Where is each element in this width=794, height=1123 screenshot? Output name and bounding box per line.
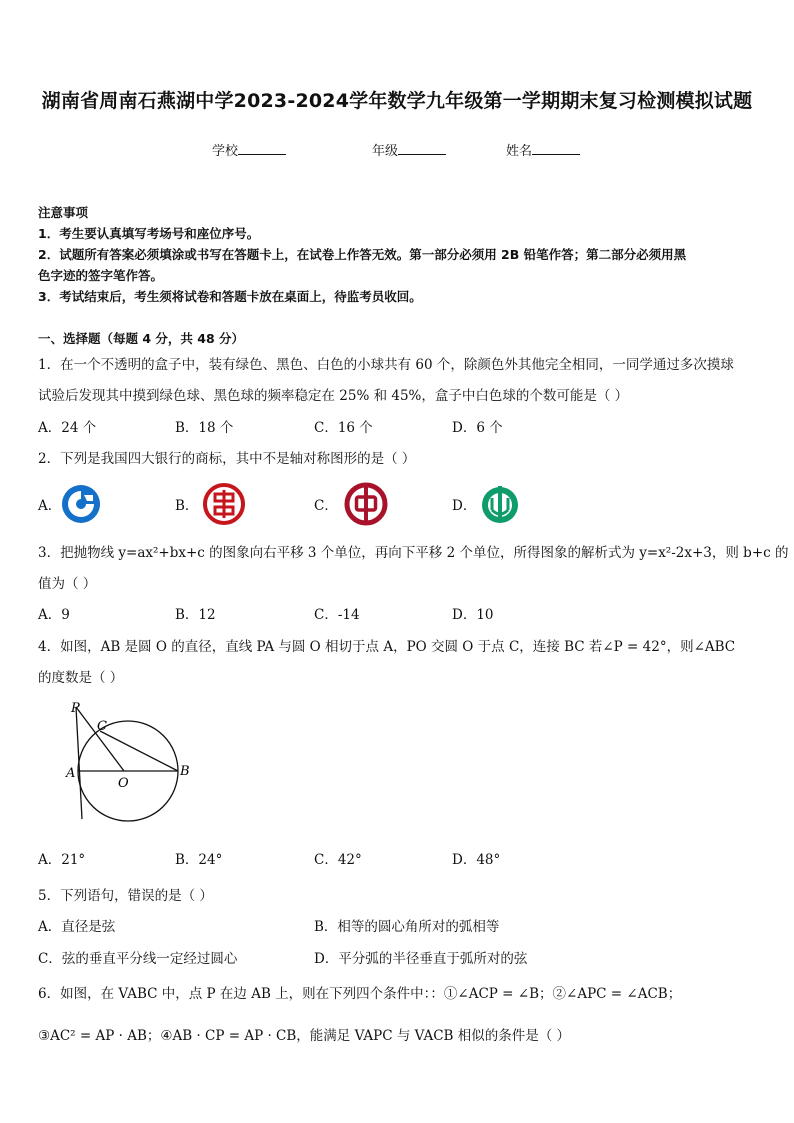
q1-stem-1: 1．在一个不透明的盒子中，装有绿色、黑色、白色的小球共有 60 个，除颜色外其他完全相同，一同学通过多次摸球: [38, 357, 734, 373]
label-c: C: [97, 719, 107, 734]
q1-option-d[interactable]: D．6 个: [452, 420, 503, 436]
q1-option-a[interactable]: A．24 个: [38, 420, 97, 436]
q4-stem-2: 的度数是（ ）: [38, 670, 124, 686]
tangent-pa: [76, 707, 82, 819]
name-field[interactable]: [506, 140, 580, 159]
label-p: P: [71, 701, 80, 716]
q2-stem: 2．下列是我国四大银行的商标，其中不是轴对称图形的是（ ）: [38, 451, 416, 467]
notice-item-3: 3．考试结束后，考生须将试卷和答题卡放在桌面上，待监考员收回。: [38, 289, 422, 304]
name-blank[interactable]: [532, 142, 580, 155]
q3-stem-1: 3．把抛物线 y=ax²+bx+c 的图象向右平移 3 个单位，再向下平移 2 个单位，所得图象的解析式为 y=x²-2x+3，则 b+c 的: [38, 545, 789, 561]
q5-option-a[interactable]: A．直径是弦: [38, 919, 116, 935]
notice-item-2: 2．试题所有答案必须填涂或书写在答题卡上，在试卷上作答无效。第一部分必须用 2B 铅笔作答；第二部分必须用黑: [38, 247, 687, 262]
abc-logo-icon: [479, 482, 521, 526]
q1-option-c[interactable]: C．16 个: [314, 420, 373, 436]
q3-option-c[interactable]: C．-14: [314, 607, 360, 623]
q5-stem: 5．下列语句，错误的是（ ）: [38, 888, 213, 904]
q3-option-a[interactable]: A．9: [38, 607, 70, 623]
q4-circle-figure: [60, 695, 200, 825]
q2-option-b[interactable]: B．: [175, 498, 199, 514]
exam-title: 湖南省周南石燕湖中学2023-2024学年数学九年级第一学期期末复习检测模拟试题: [41, 90, 753, 112]
q3-option-b[interactable]: B．12: [175, 607, 216, 623]
q4-stem-1: 4．如图，AB 是圆 O 的直径，直线 PA 与圆 O 相切于点 A，PO 交圆 O 于点 C，连接 BC 若∠P = 42°，则∠ABC: [38, 639, 736, 655]
grade-field[interactable]: [372, 140, 446, 159]
q1-option-b[interactable]: B．18 个: [175, 420, 234, 436]
q2-option-d[interactable]: D．: [452, 498, 477, 514]
ccb-logo-icon: [60, 483, 102, 525]
school-blank[interactable]: [238, 142, 286, 155]
q6-stem-1: 6．如图，在 VABC 中，点 P 在边 AB 上，则在下列四个条件中：：①∠ACP = ∠B；②∠APC = ∠ACB；: [38, 986, 682, 1002]
q4-option-c[interactable]: C．42°: [314, 852, 362, 868]
notice-heading: 注意事项: [38, 205, 89, 220]
q4-option-d[interactable]: D．48°: [452, 852, 501, 868]
school-label: 学校: [212, 144, 239, 159]
school-field[interactable]: [212, 140, 286, 159]
label-o: O: [118, 776, 129, 791]
line-cb: [100, 731, 178, 771]
icbc-logo-icon: [202, 482, 246, 526]
q3-stem-2: 值为（ ）: [38, 576, 97, 592]
notice-item-1: 1．考生要认真填写考场号和座位序号。: [38, 226, 260, 241]
q5-option-c[interactable]: C．弦的垂直平分线一定经过圆心: [38, 951, 238, 967]
section-heading: 一、选择题（每题 4 分，共 48 分）: [38, 331, 245, 346]
label-b: B: [180, 764, 190, 779]
grade-blank[interactable]: [398, 142, 446, 155]
q2-option-a[interactable]: A．: [38, 498, 62, 514]
q2-option-c[interactable]: C．: [314, 498, 338, 514]
q3-option-d[interactable]: D．10: [452, 607, 494, 623]
grade-label: 年级: [372, 144, 399, 159]
label-a: A: [66, 766, 76, 781]
q1-stem-2: 试验后发现其中摸到绿色球、黑色球的频率稳定在 25% 和 45%，盒子中白色球的个数可能是（ ）: [38, 388, 629, 404]
q4-option-b[interactable]: B．24°: [175, 852, 223, 868]
notice-item-2-cont: 色字迹的签字笔作答。: [38, 268, 164, 283]
name-label: 姓名: [506, 144, 533, 159]
q6-stem-2: ③AC² = AP · AB；④AB · CP = AP · CB，能满足 VAPC 与 VACB 相似的条件是（ ）: [38, 1028, 571, 1044]
q5-option-b[interactable]: B．相等的圆心角所对的弧相等: [314, 919, 500, 935]
boc-logo-icon: [343, 481, 389, 527]
q4-option-a[interactable]: A．21°: [38, 852, 86, 868]
q5-option-d[interactable]: D．平分弧的半径垂直于弧所对的弦: [314, 951, 528, 967]
